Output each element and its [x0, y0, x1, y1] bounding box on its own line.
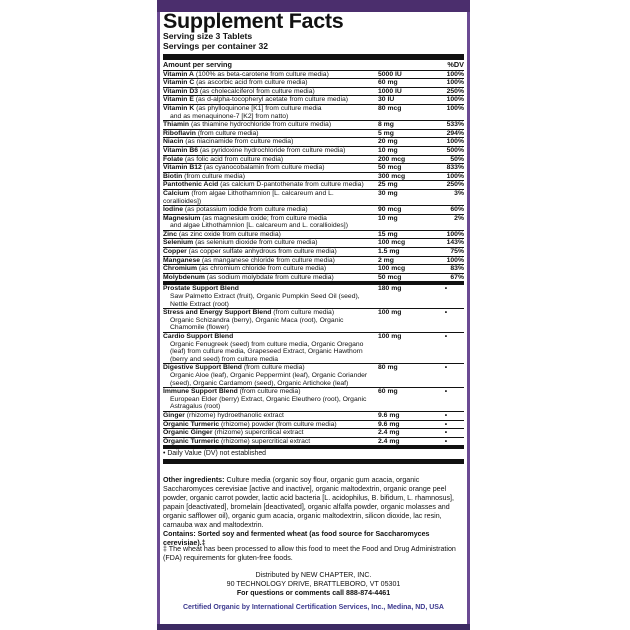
blend-row [163, 421, 464, 430]
nutrient-dv: 67% [450, 273, 464, 281]
nutrient-name: Vitamin K [163, 104, 195, 112]
blend-source: (rhizome) supercritical extract [219, 437, 311, 445]
wheat-note: ‡ The wheat has been processed to allow this food to meet the Food and Drug Administration (FDA) requirements for gluten-free foods. [163, 545, 456, 562]
nutrient-amount: 8 mg [378, 121, 394, 129]
blend-name: Prostate Support Blend [163, 285, 239, 293]
nutrient-row [163, 138, 464, 147]
nutrient-source-line2: and algae Lithothamnion [L. calcareum and L. corallioides]) [170, 222, 348, 230]
nutrient-row [163, 231, 464, 240]
nutrient-dv: 100% [446, 256, 464, 264]
blend-row [163, 438, 464, 447]
blend-dv: • [444, 285, 448, 293]
nutrient-name-cell [163, 79, 375, 87]
blend-ingredients: European Elder (berry) Extract, Organic Eleuthero (root), Organic Astragalus (root) [170, 395, 367, 411]
blend-amount: 100 mg [378, 333, 402, 340]
blend-amount: 60 mg [378, 388, 398, 396]
nutrient-name-cell [163, 239, 375, 247]
servings-per-container: Servings per container 32 [163, 40, 269, 51]
nutrient-row [163, 79, 464, 88]
nutrient-source: (as calcium D-pantothenate from culture media) [218, 181, 364, 189]
nutrient-name-cell [163, 121, 375, 129]
nutrient-name-cell [163, 181, 375, 189]
nutrient-name-cell [163, 248, 375, 256]
nutrient-name-cell [163, 71, 375, 79]
nutrient-row [163, 239, 464, 248]
nutrient-amount: 90 mcg [378, 206, 402, 214]
dv-header: %DV [447, 60, 464, 70]
nutrient-amount: 60 mg [378, 79, 398, 87]
blend-name: Organic Ginger [163, 429, 213, 437]
blend-source: (rhizome) powder (from culture media) [219, 420, 337, 428]
distributor-phone: For questions or comments call 888-874-4461 [236, 588, 391, 597]
nutrient-dv: 75% [450, 248, 464, 256]
nutrient-dv: 83% [450, 265, 464, 273]
nutrient-row [163, 190, 464, 206]
nutrient-source: (as selenium dioxide from culture media) [193, 239, 318, 247]
blend-row [163, 309, 464, 333]
nutrient-dv: 100% [446, 96, 464, 104]
nutrient-amount: 20 mg [378, 138, 398, 146]
nutrient-source: (100% as beta-carotene from culture media) [193, 70, 329, 78]
nutrient-dv: 250% [446, 181, 464, 189]
blend-name-cell [163, 364, 375, 387]
nutrient-name-cell [163, 215, 375, 230]
blend-dv: • [444, 364, 448, 372]
nutrient-name-cell [163, 105, 375, 120]
nutrient-row [163, 147, 464, 156]
nutrient-source: (from culture media) [195, 129, 259, 137]
blend-row [163, 388, 464, 412]
blend-name: Digestive Support Blend [163, 364, 242, 372]
nutrient-source: (as cholecalciferol from culture media) [198, 87, 315, 95]
nutrient-source: (as ascorbic acid from culture media) [194, 79, 308, 87]
nutrient-row [163, 274, 464, 283]
blend-amount: 80 mg [378, 364, 398, 372]
nutrient-amount: 30 IU [378, 96, 395, 104]
nutrient-amount: 10 mg [378, 146, 398, 154]
nutrient-amount: 50 mcg [378, 273, 402, 281]
nutrient-name: Manganese [163, 256, 201, 264]
blend-ingredients: Saw Palmetto Extract (fruit), Organic Pumpkin Seed Oil (seed), Nettle Extract (root) [170, 293, 360, 308]
blend-source: (from culture media) [271, 309, 335, 317]
nutrient-name-cell [163, 138, 375, 146]
nutrient-source: (as zinc oxide from culture media) [176, 230, 281, 238]
blend-name-cell [163, 388, 375, 411]
bottom-color-strip [157, 624, 470, 630]
facts-title: Supplement Facts [163, 9, 344, 33]
nutrient-source: (as pyridoxine hydrochloride from culture media) [198, 146, 346, 154]
nutrient-name: Copper [163, 248, 187, 256]
blend-name-cell [163, 429, 375, 437]
nutrient-dv: 100% [446, 230, 464, 238]
other-ingredients-label: Other ingredients: [163, 476, 225, 484]
certification-line: Certified Organic by International Certification Services, Inc., Medina, ND, USA [182, 604, 444, 611]
nutrient-source: (as d-alpha-tocopheryl acetate from culture media) [193, 96, 348, 104]
nutrient-amount: 100 mcg [378, 239, 406, 247]
nutrient-name-cell [163, 265, 375, 273]
nutrient-name-cell [163, 88, 375, 96]
blend-name-cell [163, 438, 375, 446]
blend-source: (from culture media) [237, 388, 301, 396]
blend-ingredients: Organic Fenugreek (seed) from culture media, Organic Oregano (leaf) from culture media, Grapeseed Extract, Organic Hawthorn (berry and seed) from culture media [170, 340, 364, 363]
blend-list [163, 285, 464, 446]
nutrient-row [163, 257, 464, 266]
nutrient-name: Iodine [163, 206, 184, 214]
nutrient-name-cell [163, 96, 375, 104]
other-ingredients [163, 476, 464, 529]
blend-amount: 2.4 mg [378, 437, 400, 445]
nutrient-source: (as potassium iodide from culture media) [183, 206, 308, 214]
nutrient-amount: 1.5 mg [378, 248, 400, 256]
nutrient-name: Selenium [163, 239, 194, 247]
blend-dv: • [444, 411, 448, 419]
nutrient-dv: 2% [454, 214, 464, 222]
nutrient-source: (as copper sulfate anhydrous from culture media) [186, 248, 337, 256]
blend-name: Immune Support Blend [163, 388, 238, 396]
nutrient-dv: 3% [454, 189, 464, 197]
nutrient-amount: 50 mcg [378, 164, 402, 172]
nutrient-row [163, 181, 464, 190]
nutrient-name: Vitamin E [163, 96, 194, 104]
blend-source: (rhizome) hydroethanolic extract [184, 411, 284, 419]
nutrient-amount: 25 mg [378, 181, 398, 189]
blend-amount: 9.6 mg [378, 420, 400, 428]
other-ingredients-text: Culture media (organic soy flour, organic gum acacia, organic Saccharomyces cerevisiae [active and inactive], organic maltodextrin, organic orange peel powder, organic carrot powder, lactic acid bacteria [L. acidophilus, B. bifidum, L. rhamnosus], papain [deactivated], bromelain [deactivated], organic alfalfa powder, organic molasses and organic safflower oil), organic gum acacia, organic maltodextrin, silicon dioxide, lac resin, carnauba wax and maltodextrin. [163, 476, 454, 529]
blend-amount: 2.4 mg [378, 429, 400, 437]
nutrient-source: (from culture media) [182, 172, 245, 180]
nutrient-source: (as thiamine hydrochloride from culture media) [189, 121, 332, 129]
nutrient-source: (as cyanocobalamin from culture media) [201, 164, 325, 172]
nutrient-amount: 2 mg [378, 256, 394, 264]
nutrient-name: Vitamin B12 [163, 164, 202, 172]
nutrient-name: Pantothenic Acid [163, 181, 219, 189]
blend-row [163, 412, 464, 421]
blend-dv: • [444, 333, 448, 340]
blend-ingredients: Organic Aloe (leaf), Organic Peppermint (leaf), Organic Coriander (seed), Organic Cardamom (seed), Organic Artichoke (leaf) [170, 371, 368, 387]
nutrient-name: Riboflavin [163, 129, 196, 137]
blend-name-cell [163, 309, 375, 332]
blend-name: Cardio Support Blend [163, 333, 234, 340]
nutrient-name: Zinc [163, 230, 177, 238]
nutrient-source: (from algae Lithothamnion [L. calcareum and L. corallioides]) [163, 189, 334, 205]
nutrient-name: Thiamin [163, 121, 190, 129]
nutrient-amount: 30 mg [378, 189, 398, 197]
blend-dv: • [444, 437, 448, 445]
blend-name-cell [163, 412, 375, 420]
contains-text: Contains: Sorted soy and fermented wheat (as food source for Saccharomyces cerevisiae).‡ [163, 530, 430, 547]
nutrient-name-cell [163, 206, 375, 214]
nutrient-name-cell [163, 164, 375, 172]
blend-name: Stress and Energy Support Blend [163, 309, 272, 317]
blend-row [163, 333, 464, 364]
nutrient-name-cell [163, 147, 375, 155]
nutrient-row [163, 121, 464, 130]
nutrient-amount: 1000 IU [378, 87, 402, 95]
distributor-name: Distributed by NEW CHAPTER, INC. [255, 571, 372, 579]
nutrient-source: (as chromium chloride from culture media) [197, 265, 327, 273]
nutrient-name: Folate [163, 155, 184, 163]
nutrient-amount: 10 mg [378, 214, 398, 222]
nutrient-row [163, 88, 464, 97]
nutrient-name: Molybdenum [163, 273, 205, 281]
nutrient-row [163, 248, 464, 257]
nutrient-row [163, 96, 464, 105]
blend-amount: 100 mg [378, 309, 402, 317]
nutrient-row [163, 215, 464, 231]
nutrient-dv: 143% [446, 239, 464, 247]
nutrient-dv: 100% [446, 104, 464, 112]
nutrient-row [163, 130, 464, 139]
nutrient-name-cell [163, 173, 375, 181]
nutrient-source: (as manganese chloride from culture media) [200, 256, 335, 264]
nutrient-dv: 294% [446, 129, 464, 137]
nutrient-dv: 100% [446, 172, 464, 180]
nutrient-amount: 200 mcg [378, 155, 406, 163]
nutrient-name-cell [163, 190, 375, 205]
nutrient-row [163, 206, 464, 215]
nutrient-amount: 100 mcg [378, 265, 406, 273]
nutrient-source: (as phylloquinone [K1] from culture media [194, 104, 322, 112]
nutrient-dv: 250% [446, 87, 464, 95]
blend-amount: 180 mg [378, 285, 402, 293]
nutrient-dv: 533% [446, 121, 464, 129]
nutrient-name: Magnesium [163, 214, 201, 222]
nutrient-row [163, 164, 464, 173]
supplement-facts-box [163, 10, 464, 464]
dv-footnote: • Daily Value (DV) not established [163, 449, 464, 464]
blend-name: Organic Turmeric [163, 437, 220, 445]
nutrient-row [163, 156, 464, 165]
blend-name-cell [163, 421, 375, 429]
nutrient-amount: 300 mcg [378, 172, 406, 180]
nutrient-dv: 50% [450, 155, 464, 163]
nutrient-name: Vitamin D3 [163, 87, 199, 95]
nutrient-list [163, 71, 464, 283]
nutrient-dv: 100% [446, 138, 464, 146]
blend-dv: • [444, 429, 448, 437]
nutrient-source: (as magnesium oxide; from culture media [200, 214, 327, 222]
nutrient-name: Vitamin B6 [163, 146, 199, 154]
nutrient-amount: 15 mg [378, 230, 398, 238]
nutrient-name: Vitamin C [163, 79, 195, 87]
nutrient-row [163, 105, 464, 121]
nutrient-row [163, 173, 464, 182]
nutrient-dv: 500% [446, 146, 464, 154]
blend-dv: • [444, 309, 448, 317]
nutrient-source: (as sodium molybdate from culture media) [204, 273, 334, 281]
nutrient-amount: 5000 IU [378, 70, 402, 78]
distributor-address: 90 TECHNOLOGY DRIVE, BRATTLEBORO, VT 05301 [226, 579, 401, 588]
blend-source: (rhizome) supercritical extract [212, 429, 304, 437]
nutrient-name: Calcium [163, 189, 190, 197]
table-header [163, 60, 464, 71]
nutrient-source-line2: and as menaquinone-7 [K2] from natto) [170, 112, 289, 120]
nutrient-name-cell [163, 274, 375, 282]
nutrient-name: Niacin [163, 138, 184, 146]
nutrient-name: Chromium [163, 265, 197, 273]
nutrient-name-cell [163, 257, 375, 265]
blend-dv: • [444, 388, 448, 396]
blend-name-cell [163, 333, 375, 363]
nutrient-dv: 100% [446, 70, 464, 78]
blend-dv: • [444, 420, 448, 428]
nutrient-dv: 60% [450, 206, 464, 214]
blend-ingredients: Organic Schizandra (berry), Organic Maca (root), Organic Chamomile (flower) [170, 316, 344, 332]
nutrient-name: Vitamin A [163, 70, 194, 78]
nutrient-name-cell [163, 231, 375, 239]
nutrient-name-cell [163, 130, 375, 138]
nutrient-name-cell [163, 156, 375, 164]
blend-name: Organic Turmeric [163, 420, 220, 428]
blend-amount: 9.6 mg [378, 411, 400, 419]
nutrient-row [163, 71, 464, 80]
blend-name: Ginger [163, 411, 185, 419]
nutrient-source: (as niacinamide from culture media) [183, 138, 294, 146]
blend-row [163, 285, 464, 309]
nutrient-amount: 80 mcg [378, 104, 402, 112]
blend-row [163, 364, 464, 388]
blend-row [163, 429, 464, 438]
nutrient-row [163, 265, 464, 274]
amount-per-serving-header: Amount per serving [163, 60, 232, 70]
nutrient-name: Biotin [163, 172, 183, 180]
nutrient-source: (as folic acid from culture media) [183, 155, 284, 163]
nutrient-dv: 833% [446, 164, 464, 172]
blend-source: (from culture media) [241, 364, 305, 372]
distributor-block [163, 571, 464, 598]
blend-name-cell [163, 285, 375, 308]
nutrient-dv: 100% [446, 79, 464, 87]
nutrient-amount: 5 mg [378, 129, 394, 137]
serving-size: Serving size 3 Tablets [163, 31, 253, 41]
